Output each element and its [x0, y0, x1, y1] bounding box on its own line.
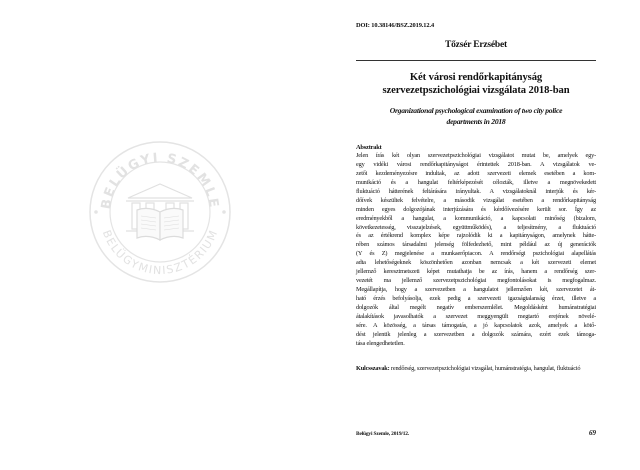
footer-journal: Belügyi Szemle, 2019/12.	[356, 431, 409, 437]
abstract-line: fluktuáció hátterének feltárására irányultak. A vizsgálatoknál interjúk és kér-	[356, 187, 596, 195]
abstract-line: dést jelentik jelenleg a szervezetben a dolgozók számára, ezért ezek támoga-	[356, 330, 596, 338]
abstract-line: munikáció és a hangulat feltérképezését célozták, illetve a megnövekedett	[356, 178, 596, 186]
abstract-line: dőívek készültek felvételre, a második vizsgálat esetében a rendőrkapitányság	[356, 196, 596, 204]
keywords-label: Kulcsszavak:	[356, 365, 390, 372]
header-divider	[356, 60, 596, 61]
doi: DOI: 10.38146/BSZ.2019.12.4	[356, 22, 435, 29]
abstract-line: dolgozók által megélt negatív emberszemlélet. Megoldásként humánstratégiai	[356, 303, 596, 311]
article-title-en	[356, 106, 596, 127]
keywords	[356, 364, 596, 373]
abstract-line: tása elengedhetetlen.	[356, 339, 405, 347]
abstract-body	[356, 152, 596, 349]
open-book-icon	[137, 208, 183, 240]
abstract-line: eredményekből a hangulat, a kommunikáció, a kapcsolati minőség (bizalom,	[356, 214, 596, 222]
subtitle-line-2: departments in 2018	[446, 116, 506, 126]
abstract-line: (Y és Z) megjelenése a munkaerőpiacon. A rendőrségi pszichológiai alapellátás	[356, 250, 596, 258]
keywords-text: rendőrség, szervezetpszichológiai vizsgálat, humánstratégia, hangulat, fluktuáció	[389, 365, 581, 372]
author-name: Tőzsér Erzsébet	[445, 40, 507, 50]
abstract-line: jellemző keresztmetszeti képet mutathatja be az írás, hanem a rendőrség szer-	[356, 268, 596, 276]
page-number: 69	[589, 429, 596, 437]
abstract-line: rében számos társadalmi jelenség fölfedezhető, mint például az új generációk	[356, 241, 596, 249]
abstract-line: minden egyes dolgozójának interjúzására és kérdőívezésére került sor. Így az	[356, 205, 596, 213]
abstract-line: Megállapítja, hogy a szervezetben a hangulatot jellemzően két, szervezetet át-	[356, 286, 596, 294]
abstract-line: zetői kezdeményezésre indultak, az adott szervezeti elemek esetében a kom-	[356, 169, 596, 177]
abstract-line: és az értékrend komplex képe rajzolódik ki a kapitányságon, amelynek hátte-	[356, 232, 596, 240]
abstract-line: Jelen írás két olyan szervezetpszichológiai vizsgálatot mutat be, amelyek egy-	[356, 152, 596, 159]
abstract-line: átalakítások javasolhatók a szervezet meggyengült megtartó erejének növelé-	[356, 312, 596, 320]
abstract-heading: Absztrakt	[356, 144, 382, 151]
title-line-1: Két városi rendőrkapitányság	[409, 72, 543, 83]
abstract-line: vezetét ma jellemző szervezetpszichológiai megfontolásokat is megfogalmaz.	[356, 277, 596, 285]
abstract-line: ható érzés befolyásolja, ezek pedig a szervezeti igazságtalanság érzet, illetve a	[356, 295, 596, 302]
title-line-2: szervezetpszichológiai vizsgálata 2018-ban	[382, 84, 570, 96]
abstract-line: adta lehetőségeknek köszönhetően azonban nemcsak a két szervezeti elemet	[356, 259, 596, 267]
seal-bottom-text: BELÜGYMINISZTÉRIUM	[99, 228, 221, 278]
subtitle-line-1: Organizational psychological examination of two city police	[389, 106, 563, 115]
article-title-hu	[356, 72, 596, 97]
abstract-line: sére. A közösség, a társas támogatás, a jó kapcsolatok azok, amelyek a kötő-	[356, 321, 596, 329]
seal-top-text: BELÜGYI SZEMLE	[98, 150, 222, 211]
belugyi-szemle-seal-watermark	[88, 140, 232, 284]
abstract-line: következetesség, visszajelzések, együttműködés), a teljesítmény, a fluktuáció	[356, 223, 596, 231]
abstract-line: egy vidéki városi rendőrkapitányságot érintettek 2018-ban. A vizsgálatok ve-	[356, 160, 596, 168]
